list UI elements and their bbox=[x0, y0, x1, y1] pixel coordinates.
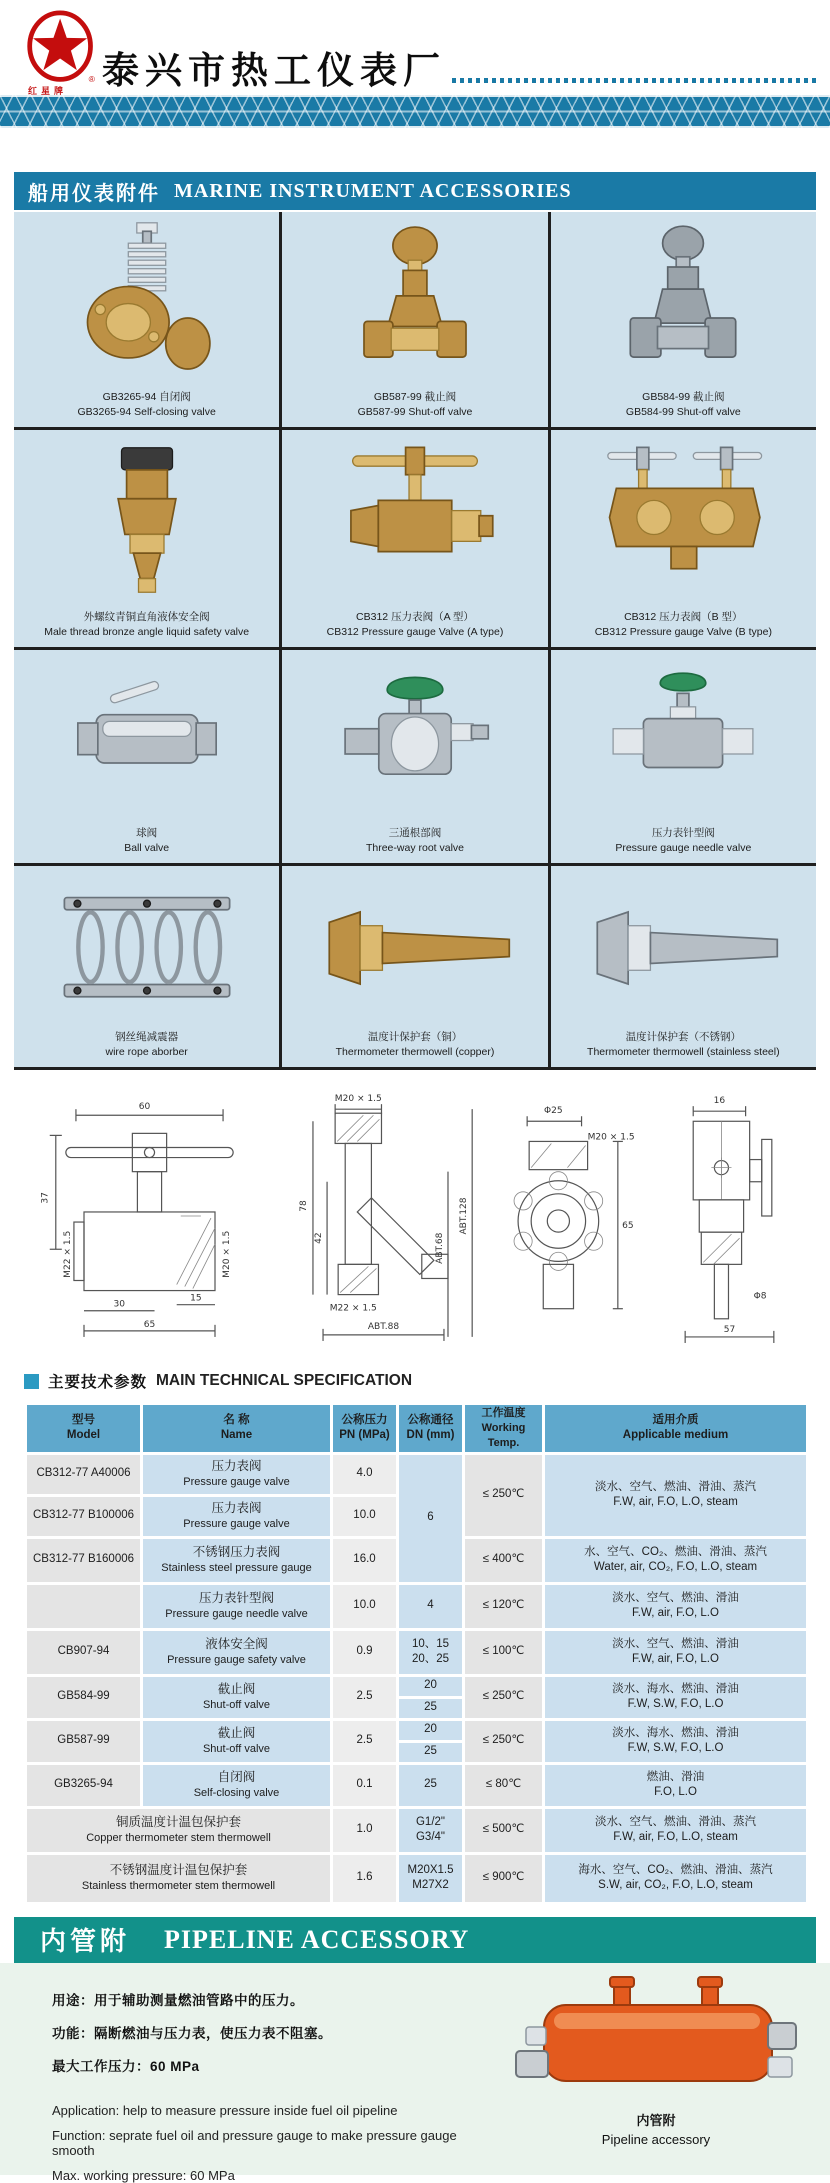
table-row bbox=[26, 1629, 808, 1675]
svg-text:57: 57 bbox=[723, 1324, 736, 1335]
cell-name: 截止阀 Shut-off valve bbox=[142, 1675, 332, 1719]
cell-model: CB312-77 A40006 bbox=[26, 1453, 142, 1495]
svg-text:M20 × 1.5: M20 × 1.5 bbox=[334, 1094, 382, 1105]
product-caption bbox=[14, 826, 279, 863]
product-cell bbox=[14, 430, 279, 647]
cell-temp: ≤ 100℃ bbox=[464, 1629, 544, 1675]
cell-model bbox=[26, 1583, 142, 1629]
product-photo-pressure-gauge-valve-b bbox=[551, 430, 816, 610]
cell-medium: 淡水、空气、燃油、滑油、蒸汽 F.W, air, F.O, L.O, steam bbox=[544, 1807, 808, 1853]
reg-mark: ® bbox=[88, 74, 95, 85]
cell-medium: 淡水、海水、燃油、滑油 F.W, S.W, F.O, L.O bbox=[544, 1675, 808, 1719]
page-header bbox=[0, 0, 830, 95]
pipeline-function-cn: 功能：隔断燃油与压力表，使压力表不阻塞。 bbox=[52, 2025, 332, 2041]
cell-model: CB907-94 bbox=[26, 1629, 142, 1675]
cell-pn: 1.6 bbox=[332, 1853, 398, 1903]
svg-text:ABT.88: ABT.88 bbox=[367, 1321, 399, 1332]
product-caption bbox=[14, 610, 279, 647]
cell-name: 压力表针型阀 Pressure gauge needle valve bbox=[142, 1583, 332, 1629]
product-caption bbox=[282, 826, 547, 863]
table-row bbox=[26, 1675, 808, 1697]
cell-dn-sub: 25 bbox=[398, 1697, 464, 1719]
cell-name: 自闭阀 Self-closing valve bbox=[142, 1763, 332, 1807]
cell-pn: 2.5 bbox=[332, 1719, 398, 1763]
cell-name: 压力表阀 Pressure gauge valve bbox=[142, 1495, 332, 1537]
product-caption bbox=[14, 390, 279, 427]
caption-cn: 三通根部阀 bbox=[388, 826, 442, 839]
caption-en: wire rope aborber bbox=[105, 1045, 188, 1058]
cell-name: 压力表阀 Pressure gauge valve bbox=[142, 1453, 332, 1495]
product-cell bbox=[548, 866, 816, 1067]
pipeline-photo-caption bbox=[602, 2111, 710, 2150]
pipeline-function-en: Function: seprate fuel oil and pressure gauge to make pressure gauge smooth bbox=[52, 2127, 457, 2158]
col-header-temp: 工作温度 Working Temp. bbox=[464, 1404, 544, 1454]
col-header-medium: 适用介质 Applicable medium bbox=[544, 1404, 808, 1454]
product-photo-angle-safety-valve bbox=[14, 430, 279, 610]
company-name: 泰兴市热工仪表厂 bbox=[102, 50, 446, 91]
svg-text:ABT.68: ABT.68 bbox=[434, 1232, 445, 1264]
cell-name: 液体安全阀 Pressure gauge safety valve bbox=[142, 1629, 332, 1675]
caption-en: Three-way root valve bbox=[365, 841, 465, 854]
cell-dn-sub: 25 bbox=[398, 1741, 464, 1763]
cell-model-name-merged: 不锈钢温度计温包保护套 Stainless thermometer stem thermowell bbox=[26, 1853, 332, 1903]
table-row bbox=[26, 1583, 808, 1629]
cell-model: CB312-77 B160006 bbox=[26, 1537, 142, 1583]
col-header-name: 名 称 Name bbox=[142, 1404, 332, 1454]
drawing-t-handle-valve bbox=[32, 1085, 267, 1347]
caption-en: Thermometer thermowell (stainless steel) bbox=[587, 1045, 780, 1058]
section-spec-header bbox=[24, 1370, 816, 1392]
svg-text:16: 16 bbox=[713, 1096, 726, 1107]
cell-temp: ≤ 900℃ bbox=[464, 1853, 544, 1903]
product-cell bbox=[279, 430, 547, 647]
product-photo-thermowell-stainless bbox=[551, 866, 816, 1030]
svg-text:78: 78 bbox=[298, 1200, 309, 1212]
cell-temp: ≤ 250℃ bbox=[464, 1675, 544, 1719]
spec-title-en: MAIN TECHNICAL SPECIFICATION bbox=[156, 1372, 413, 1389]
section-title-cn: 船用仪表附件 bbox=[28, 182, 160, 205]
product-photo-shut-off-valve-brass bbox=[282, 212, 547, 390]
product-caption bbox=[551, 610, 816, 647]
product-photo-ball-valve bbox=[14, 650, 279, 826]
caption-cn: 压力表针型阀 bbox=[651, 826, 715, 839]
svg-text:Φ25: Φ25 bbox=[544, 1106, 563, 1117]
caption-en: Ball valve bbox=[124, 841, 170, 854]
col-header-dn: 公称通径 DN (mm) bbox=[398, 1404, 464, 1454]
cell-dn: 4 bbox=[398, 1583, 464, 1629]
svg-text:30: 30 bbox=[113, 1299, 126, 1310]
product-cell bbox=[14, 866, 279, 1067]
caption-cn: GB587-99 截止阀 bbox=[373, 390, 457, 403]
brand-name: 红星牌 bbox=[28, 86, 68, 96]
svg-text:Φ8: Φ8 bbox=[753, 1291, 767, 1302]
caption-cn: 内管附 bbox=[636, 2112, 676, 2128]
technical-drawings bbox=[14, 1070, 816, 1362]
spec-table bbox=[24, 1402, 809, 1905]
svg-text:42: 42 bbox=[313, 1232, 324, 1244]
svg-text:M22 × 1.5: M22 × 1.5 bbox=[62, 1230, 73, 1278]
cell-model: GB584-99 bbox=[26, 1675, 142, 1719]
table-row bbox=[26, 1719, 808, 1741]
caption-cn: 外螺纹青铜直角液体安全阀 bbox=[83, 610, 210, 623]
blue-square-bullet-icon bbox=[24, 1374, 39, 1389]
grid-row-2 bbox=[14, 430, 816, 650]
caption-en: CB312 Pressure gauge Valve (A type) bbox=[326, 625, 504, 638]
svg-text:M22 × 1.5: M22 × 1.5 bbox=[329, 1303, 377, 1314]
caption-en: Thermometer thermowell (copper) bbox=[335, 1045, 495, 1058]
cell-medium: 水、空气、CO₂、燃油、滑油、蒸汽 Water, air, CO₂, F.O, L.O, steam bbox=[544, 1537, 808, 1583]
col-header-model: 型号 Model bbox=[26, 1404, 142, 1454]
product-cell bbox=[14, 212, 279, 427]
caption-en: Male thread bronze angle liquid safety valve bbox=[44, 625, 250, 638]
product-photo-wire-rope-absorber bbox=[14, 866, 279, 1030]
red-star-logo-icon bbox=[24, 10, 100, 86]
cell-temp: ≤ 80℃ bbox=[464, 1763, 544, 1807]
col-header-pn: 公称压力 PN (MPa) bbox=[332, 1404, 398, 1454]
cell-temp-merged: ≤ 250℃ bbox=[464, 1453, 544, 1537]
pipeline-photo-block bbox=[482, 1963, 830, 2175]
svg-text:37: 37 bbox=[40, 1192, 51, 1204]
product-photo-three-way-root-valve bbox=[282, 650, 547, 826]
table-header-row bbox=[26, 1404, 808, 1454]
table-row bbox=[26, 1853, 808, 1903]
section-pipeline-header bbox=[14, 1917, 816, 1963]
cell-temp: ≤ 250℃ bbox=[464, 1719, 544, 1763]
cell-model: GB587-99 bbox=[26, 1719, 142, 1763]
cell-model: CB312-77 B100006 bbox=[26, 1495, 142, 1537]
cell-dn: M20X1.5 M27X2 bbox=[398, 1853, 464, 1903]
drawing-valve-top-view bbox=[499, 1085, 649, 1347]
section-title-en: MARINE INSTRUMENT ACCESSORIES bbox=[174, 179, 572, 202]
product-caption bbox=[551, 390, 816, 427]
cell-pn: 0.1 bbox=[332, 1763, 398, 1807]
table-row bbox=[26, 1453, 808, 1495]
pipeline-pressure-cn: 最大工作压力：60 MPa bbox=[52, 2058, 200, 2074]
drawing-valve-side-view bbox=[663, 1085, 798, 1347]
cell-dn: G1/2" G3/4" bbox=[398, 1807, 464, 1853]
product-caption bbox=[282, 1030, 547, 1067]
caption-en: GB3265-94 Self-closing valve bbox=[77, 405, 216, 418]
grid-row-1 bbox=[14, 212, 816, 430]
product-cell bbox=[279, 866, 547, 1067]
caption-cn: 温度计保护套（铜） bbox=[367, 1030, 463, 1043]
product-cell bbox=[279, 212, 547, 427]
caption-cn: 温度计保护套（不锈钢） bbox=[625, 1030, 742, 1043]
cell-medium: 淡水、空气、燃油、滑油 F.W, air, F.O, L.O bbox=[544, 1583, 808, 1629]
pipeline-section bbox=[0, 1963, 830, 2183]
caption-en: GB587-99 Shut-off valve bbox=[357, 405, 473, 418]
product-cell bbox=[548, 430, 816, 647]
pipeline-text-block bbox=[0, 1963, 482, 2183]
product-caption bbox=[282, 390, 547, 427]
cell-medium: 海水、空气、CO₂、燃油、滑油、蒸汽 S.W, air, CO₂, F.O, L.O, steam bbox=[544, 1853, 808, 1903]
table-row bbox=[26, 1763, 808, 1807]
product-grid bbox=[14, 212, 816, 1070]
cell-temp: ≤ 500℃ bbox=[464, 1807, 544, 1853]
table-row bbox=[26, 1807, 808, 1853]
cell-pn: 0.9 bbox=[332, 1629, 398, 1675]
caption-cn: GB3265-94 自闭阀 bbox=[102, 390, 191, 403]
cell-medium: 淡水、海水、燃油、滑油 F.W, S.W, F.O, L.O bbox=[544, 1719, 808, 1763]
caption-en: CB312 Pressure gauge Valve (B type) bbox=[594, 625, 772, 638]
cell-dn-sub: 20 bbox=[398, 1719, 464, 1741]
grid-row-4 bbox=[14, 866, 816, 1070]
cell-medium-merged: 淡水、空气、燃油、滑油、蒸汽 F.W, air, F.O, L.O, steam bbox=[544, 1453, 808, 1537]
dotted-leader bbox=[452, 78, 818, 83]
pipeline-pressure-en: Max. working pressure: 60 MPa bbox=[52, 2167, 235, 2183]
cell-temp: ≤ 400℃ bbox=[464, 1537, 544, 1583]
cell-medium: 淡水、空气、燃油、滑油 F.W, air, F.O, L.O bbox=[544, 1629, 808, 1675]
caption-en: Pipeline accessory bbox=[601, 2132, 711, 2148]
pipeline-title-cn: 内管附 bbox=[40, 1926, 131, 1957]
product-photo-shut-off-valve-steel bbox=[551, 212, 816, 390]
product-cell bbox=[548, 650, 816, 863]
svg-text:60: 60 bbox=[138, 1102, 151, 1113]
svg-text:M20 × 1.5: M20 × 1.5 bbox=[222, 1230, 233, 1278]
decorative-truss-band bbox=[0, 95, 830, 128]
pipeline-application-en: Application: help to measure pressure inside fuel oil pipeline bbox=[52, 2102, 398, 2118]
cell-pn: 10.0 bbox=[332, 1495, 398, 1537]
product-cell bbox=[279, 650, 547, 863]
cell-medium: 燃油、滑油 F.O, L.O bbox=[544, 1763, 808, 1807]
pipeline-title-en: PIPELINE ACCESSORY bbox=[164, 1924, 470, 1954]
grid-row-3 bbox=[14, 650, 816, 866]
cell-pn: 10.0 bbox=[332, 1583, 398, 1629]
product-caption bbox=[551, 1030, 816, 1067]
caption-cn: GB584-99 截止阀 bbox=[642, 390, 725, 403]
cell-pn: 16.0 bbox=[332, 1537, 398, 1583]
product-cell bbox=[548, 212, 816, 427]
section-marine-header bbox=[14, 172, 816, 210]
cell-pn: 1.0 bbox=[332, 1807, 398, 1853]
caption-cn: 钢丝绳减震器 bbox=[115, 1030, 179, 1043]
svg-text:65: 65 bbox=[622, 1221, 634, 1232]
cell-dn-merged: 6 bbox=[398, 1453, 464, 1583]
cell-temp: ≤ 120℃ bbox=[464, 1583, 544, 1629]
caption-en: Pressure gauge needle valve bbox=[615, 841, 752, 854]
spec-title-cn: 主要技术参数 bbox=[48, 1374, 148, 1391]
drawing-angle-valve bbox=[281, 1085, 486, 1347]
product-caption bbox=[551, 826, 816, 863]
product-cell bbox=[14, 650, 279, 863]
cell-pn: 4.0 bbox=[332, 1453, 398, 1495]
caption-cn: CB312 压力表阀（A 型） bbox=[356, 610, 474, 623]
cell-model: GB3265-94 bbox=[26, 1763, 142, 1807]
cell-name: 不锈钢压力表阀 Stainless steel pressure gauge bbox=[142, 1537, 332, 1583]
svg-text:ABT.128: ABT.128 bbox=[458, 1197, 469, 1235]
svg-text:65: 65 bbox=[143, 1319, 156, 1330]
cell-dn: 25 bbox=[398, 1763, 464, 1807]
product-photo-self-closing-valve bbox=[14, 212, 279, 390]
pipeline-accessory-photo bbox=[506, 1971, 806, 2111]
product-photo-pressure-gauge-valve-a bbox=[282, 430, 547, 610]
product-caption bbox=[14, 1030, 279, 1067]
caption-cn: 球阀 bbox=[136, 826, 158, 839]
product-photo-needle-valve bbox=[551, 650, 816, 826]
product-caption bbox=[282, 610, 547, 647]
cell-name: 截止阀 Shut-off valve bbox=[142, 1719, 332, 1763]
product-photo-thermowell-copper bbox=[282, 866, 547, 1030]
caption-cn: CB312 压力表阀（B 型） bbox=[624, 610, 743, 623]
cell-dn: 10、15 20、25 bbox=[398, 1629, 464, 1675]
cell-pn: 2.5 bbox=[332, 1675, 398, 1719]
pipeline-usage-cn: 用途：用于辅助测量燃油管路中的压力。 bbox=[52, 1992, 304, 2008]
svg-text:M20 × 1.5: M20 × 1.5 bbox=[587, 1132, 635, 1143]
cell-model-name-merged: 铜质温度计温包保护套 Copper thermometer stem thermowell bbox=[26, 1807, 332, 1853]
svg-text:15: 15 bbox=[190, 1293, 202, 1304]
caption-en: GB584-99 Shut-off valve bbox=[625, 405, 741, 418]
cell-dn-sub: 20 bbox=[398, 1675, 464, 1697]
